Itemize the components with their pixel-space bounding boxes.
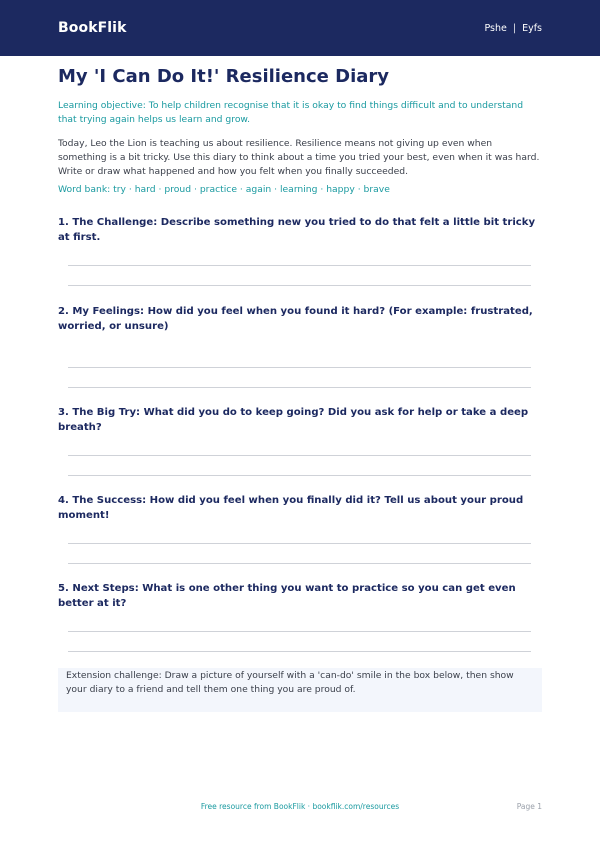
answer-line-3b[interactable] — [68, 475, 531, 476]
page-number: Page 1 — [516, 802, 542, 811]
header-separator: | — [512, 22, 517, 34]
extension-challenge-box: Extension challenge: Draw a picture of yourself with a 'can-do' smile in the box below, then show your diary to a friend and tell them one thing you are proud of. — [58, 668, 542, 712]
page-header — [0, 0, 600, 56]
question-3: 3. The Big Try: What did you do to keep going? Did you ask for help or take a deep breath? — [58, 407, 529, 433]
level-label: Eyfs — [522, 22, 542, 34]
answer-line-3a[interactable] — [68, 455, 531, 456]
page-title: My 'I Can Do It!' Resilience Diary — [58, 66, 390, 87]
answer-line-5a[interactable] — [68, 631, 531, 632]
header-meta — [484, 23, 542, 34]
answer-line-2a[interactable] — [68, 367, 531, 368]
question-5: 5. Next Steps: What is one other thing you want to practice so you can get even better at it? — [58, 583, 516, 609]
subject-label: Pshe — [484, 22, 507, 34]
intro-paragraph: Today, Leo the Lion is teaching us about resilience. Resilience means not giving up even when something is a bit tricky. Use this diary to think about a time you tried your best, even when it was hard. Write or draw what happened and how you felt when you finally succeeded. — [58, 138, 540, 177]
answer-line-4a[interactable] — [68, 543, 531, 544]
question-4: 4. The Success: How did you feel when you finally did it? Tell us about your proud moment! — [58, 495, 524, 521]
brand-logo[interactable]: BookFlik — [58, 20, 127, 36]
answer-line-4b[interactable] — [68, 563, 531, 564]
answer-line-1a[interactable] — [68, 265, 531, 266]
word-bank: Word bank: try · hard · proud · practice · again · learning · happy · brave — [58, 184, 390, 195]
answer-line-2b[interactable] — [68, 387, 531, 388]
answer-line-5b[interactable] — [68, 651, 531, 652]
question-1: 1. The Challenge: Describe something new you tried to do that felt a little bit tricky at first. — [58, 217, 536, 243]
question-2: 2. My Feelings: How did you feel when you found it hard? (For example: frustrated, worried, or unsure) — [58, 306, 533, 332]
answer-line-1b[interactable] — [68, 285, 531, 286]
footer-credit[interactable]: Free resource from BookFlik · bookflik.com/resources — [200, 802, 400, 811]
learning-objective: Learning objective: To help children recognise that it is okay to find things difficult and to understand that trying again helps us learn and grow. — [58, 100, 524, 125]
